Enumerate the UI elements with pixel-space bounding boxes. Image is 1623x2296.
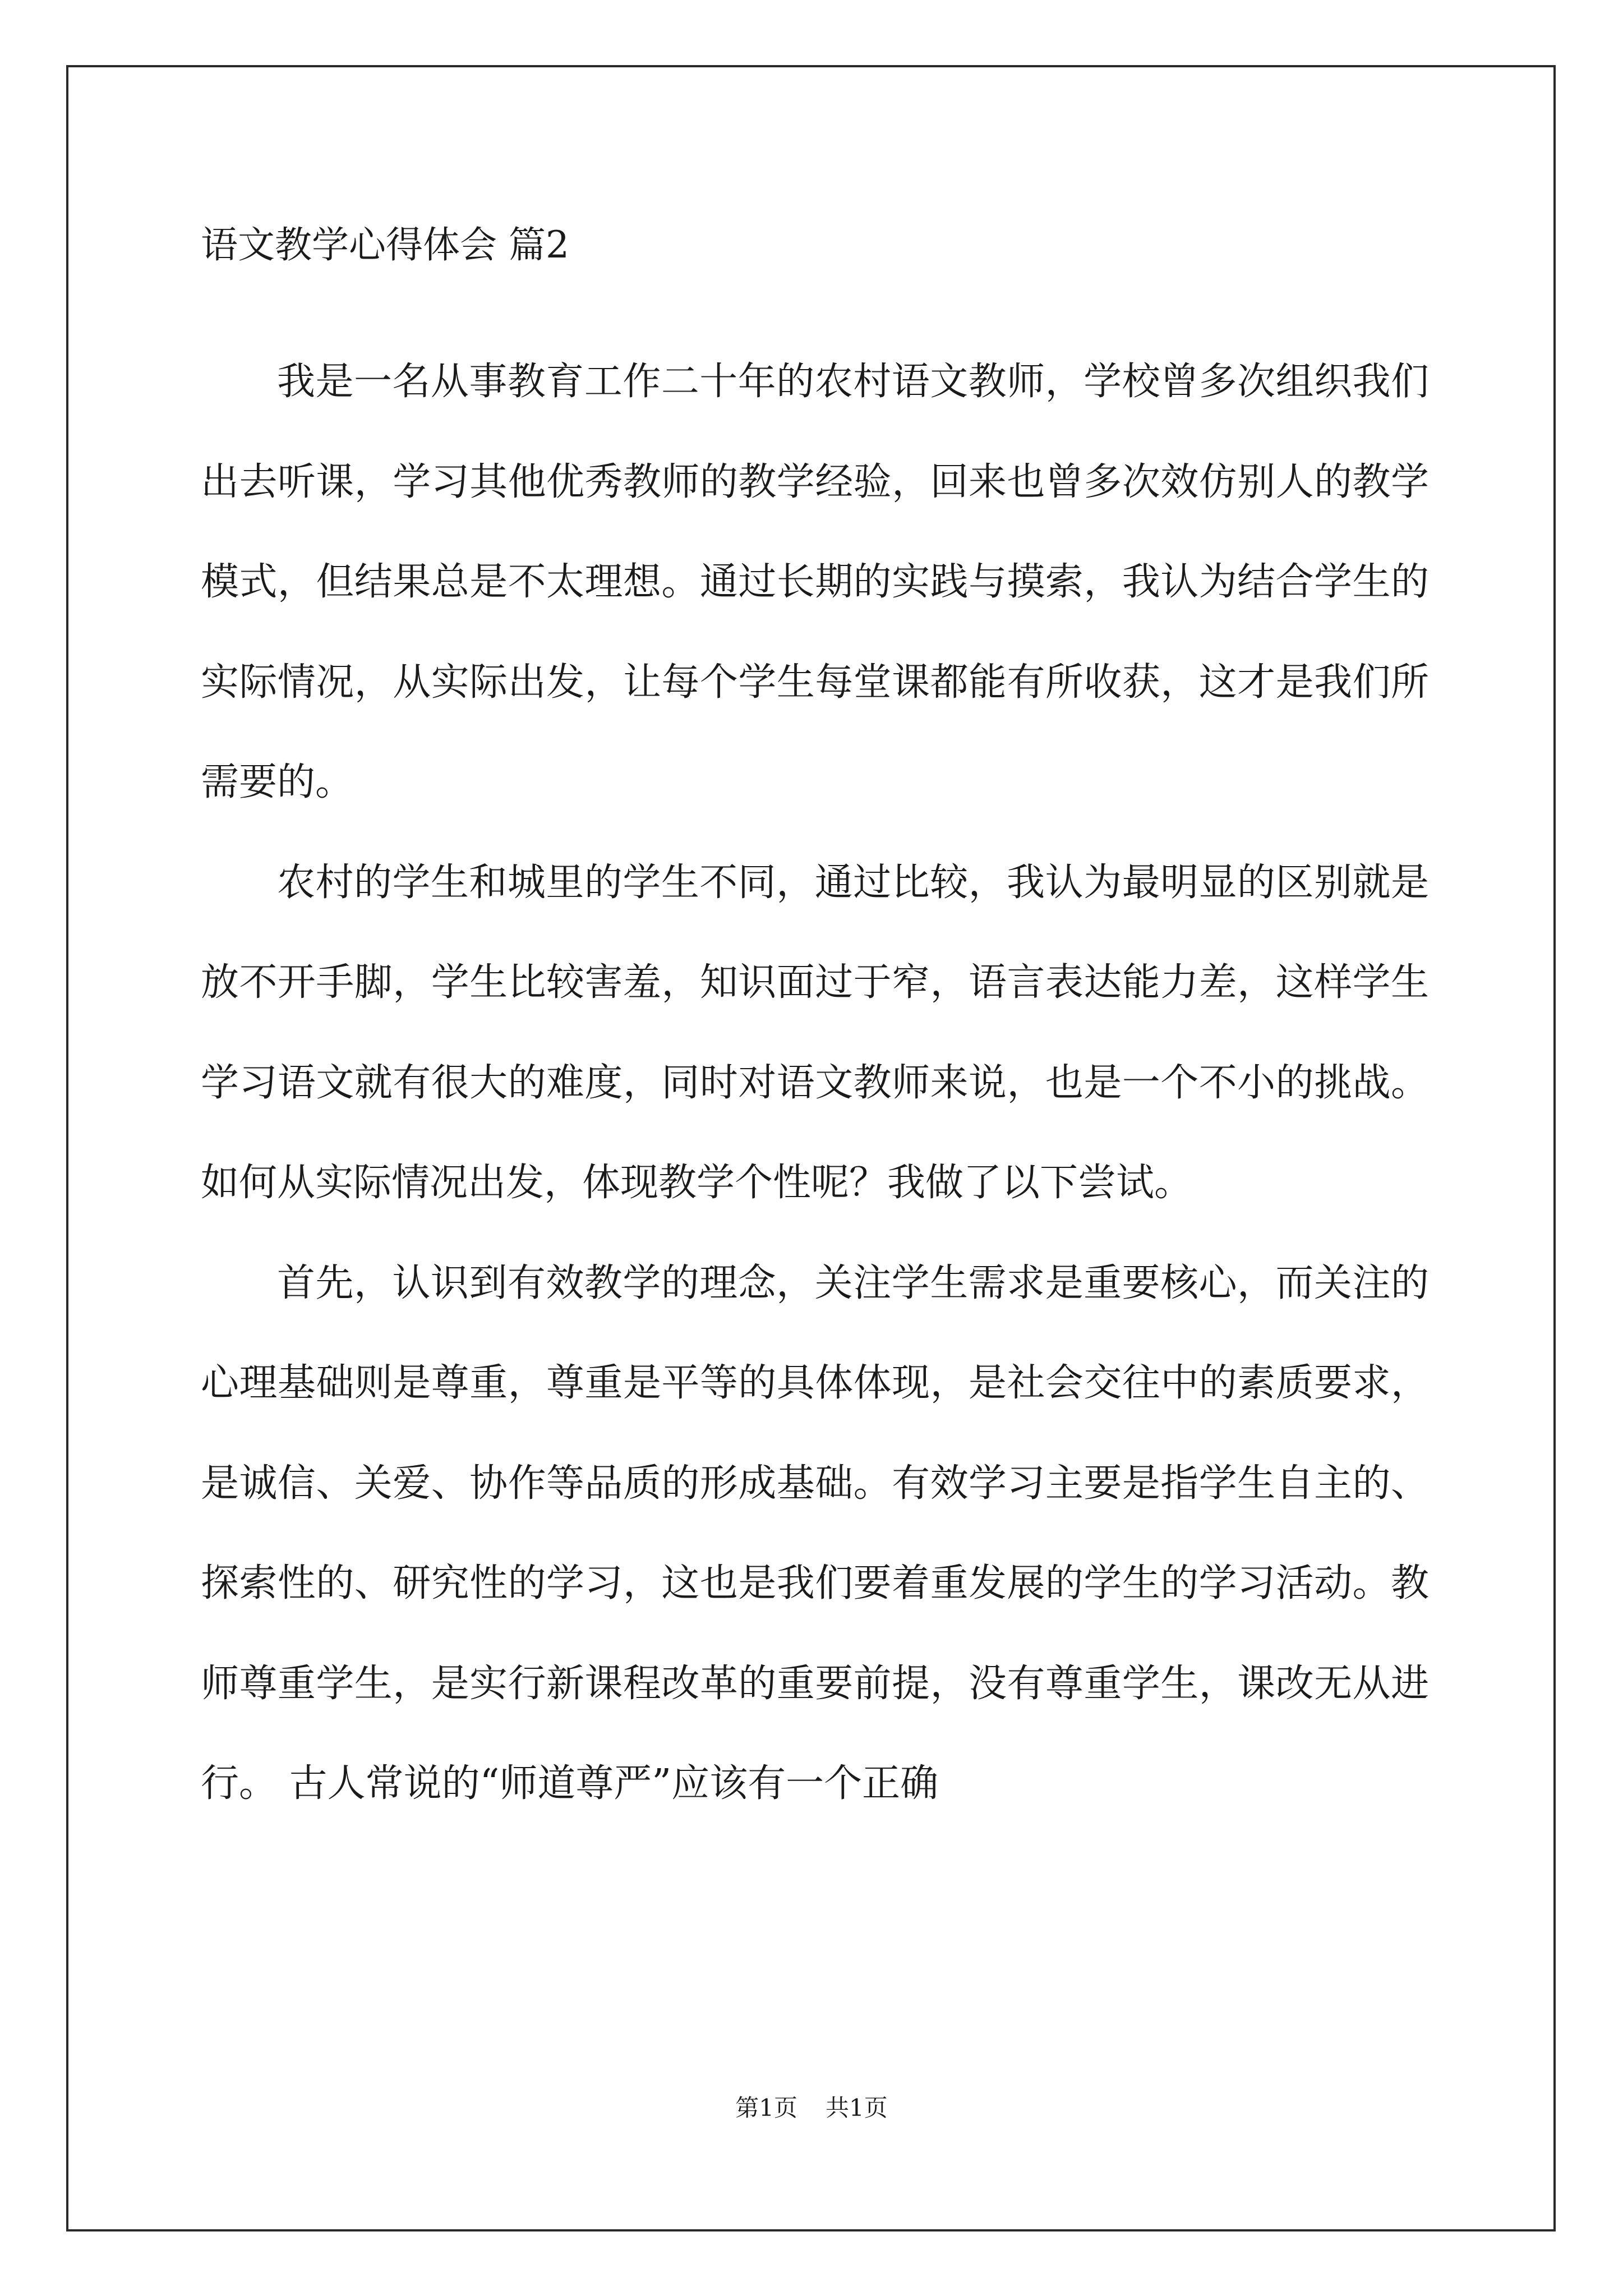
paragraph-1: 我是一名从事教育工作二十年的农村语文教师，学校曾多次组织我们出去听课，学习其他优秀教师的教学经验，回来也曾多次效仿别人的教学模式，但结果总是不太理想。通过长期的实践与摸索，我认为结合学生的实际情况，从实际出发，让每个学生每堂课都能有所收获，这才是我们所需要的。 [201, 360, 1429, 804]
paragraph-3: 首先，认识到有效教学的理念，关注学生需求是重要核心，而关注的心理基础则是尊重，尊重是平等的具体体现，是社会交往中的素质要求，是诚信、关爱、协作等品质的形成基础。有效学习主要是指学生自主的、探索性的、研究性的学习，这也是我们要着重发展的学生的学习活动。教师尊重学生，是实行新课程改革的重要前提，没有尊重学生，课改无从进行。 古人常说的“师道尊严”应该有一个正确 [201, 1260, 1429, 1806]
page-total: 共1页 [826, 2094, 888, 2122]
document-body [201, 220, 1429, 1834]
page-number: 第1页 [735, 2094, 797, 2122]
page-footer [0, 2091, 1623, 2125]
document-title: 语文教学心得体会 篇2 [201, 223, 569, 266]
paragraph-2: 农村的学生和城里的学生不同，通过比较，我认为最明显的区别就是放不开手脚，学生比较害羞，知识面过于窄，语言表达能力差，这样学生学习语文就有很大的难度，同时对语文教师来说，也是一个不小的挑战。如何从实际情况出发，体现教学个性呢？我做了以下尝试。 [201, 860, 1429, 1205]
